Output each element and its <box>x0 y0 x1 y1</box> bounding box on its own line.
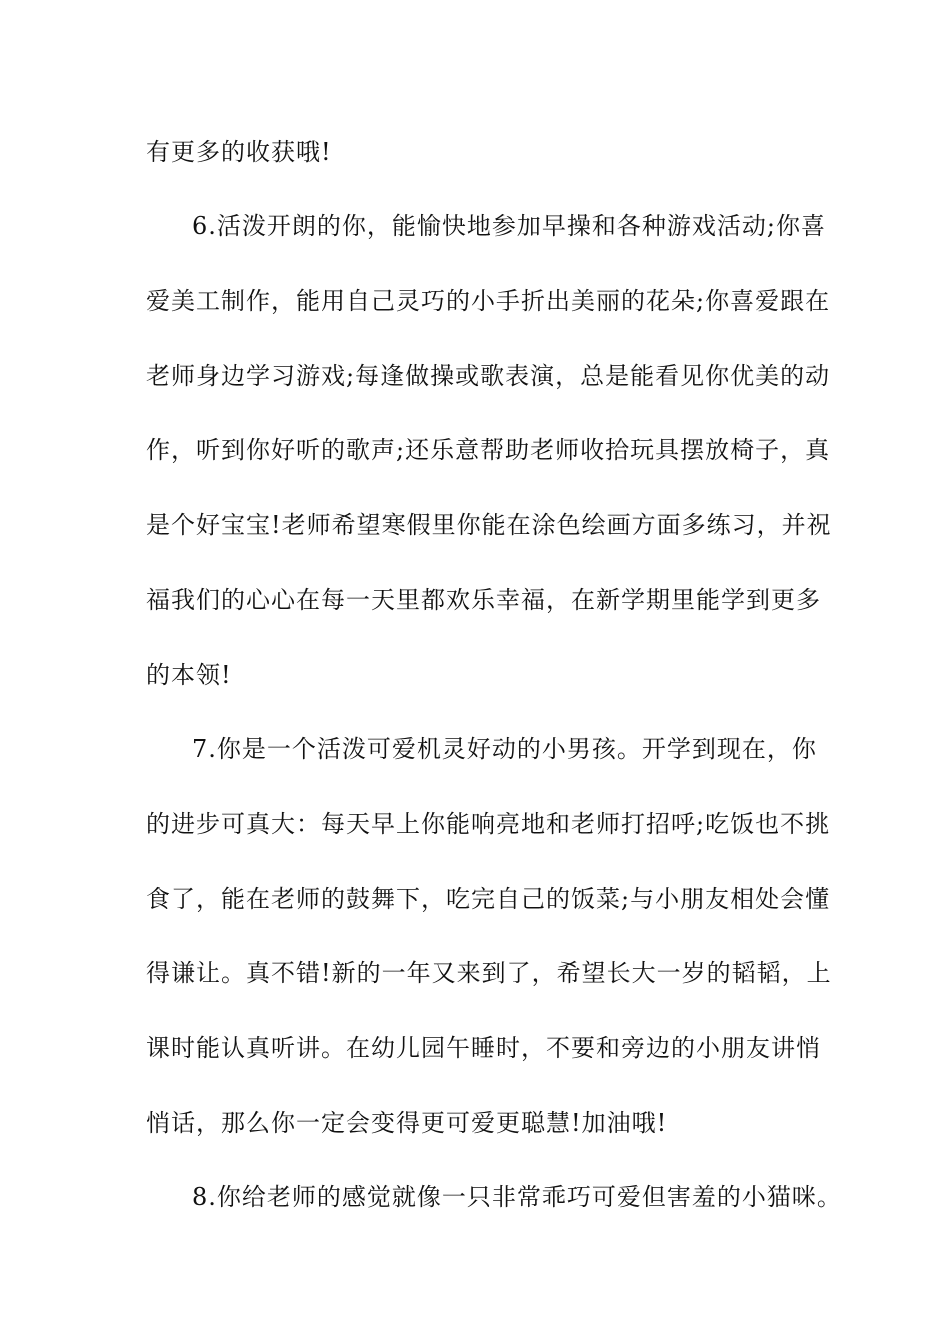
paragraph-6-line: 是个好宝宝!老师希望寒假里你能在涂色绘画方面多练习，并祝 <box>146 511 832 539</box>
paragraph-7-line: 食了，能在老师的鼓舞下，吃完自己的饭菜;与小朋友相处会懂 <box>146 885 831 913</box>
paragraph-5-ending: 有更多的收获哦! <box>146 138 332 166</box>
paragraph-8-line: 8.你给老师的感觉就像一只非常乖巧可爱但害羞的小猫咪。 <box>192 1183 842 1211</box>
paragraph-6-line: 的本领! <box>146 661 232 689</box>
paragraph-7-line: 的进步可真大：每天早上你能响亮地和老师打招呼;吃饭也不挑 <box>146 810 831 838</box>
paragraph-7-line: 课时能认真听讲。在幼儿园午睡时，不要和旁边的小朋友讲悄 <box>146 1034 821 1062</box>
paragraph-6-line: 6.活泼开朗的你，能愉快地参加早操和各种游戏活动;你喜 <box>192 212 826 240</box>
paragraph-7-line: 悄话，那么你一定会变得更可爱更聪慧!加油哦! <box>146 1109 668 1137</box>
paragraph-7-line: 7.你是一个活泼可爱机灵好动的小男孩。开学到现在，你 <box>192 735 817 763</box>
paragraph-7-line: 得谦让。真不错!新的一年又来到了，希望长大一岁的韬韬，上 <box>146 959 832 987</box>
paragraph-6-line: 福我们的心心在每一天里都欢乐幸福，在新学期里能学到更多 <box>146 586 821 614</box>
paragraph-6-line: 爱美工制作，能用自己灵巧的小手折出美丽的花朵;你喜爱跟在 <box>146 287 831 315</box>
paragraph-6-line: 作，听到你好听的歌声;还乐意帮助老师收拾玩具摆放椅子，真 <box>146 436 831 464</box>
paragraph-6-line: 老师身边学习游戏;每逢做操或歌表演，总是能看见你优美的动 <box>146 362 831 390</box>
